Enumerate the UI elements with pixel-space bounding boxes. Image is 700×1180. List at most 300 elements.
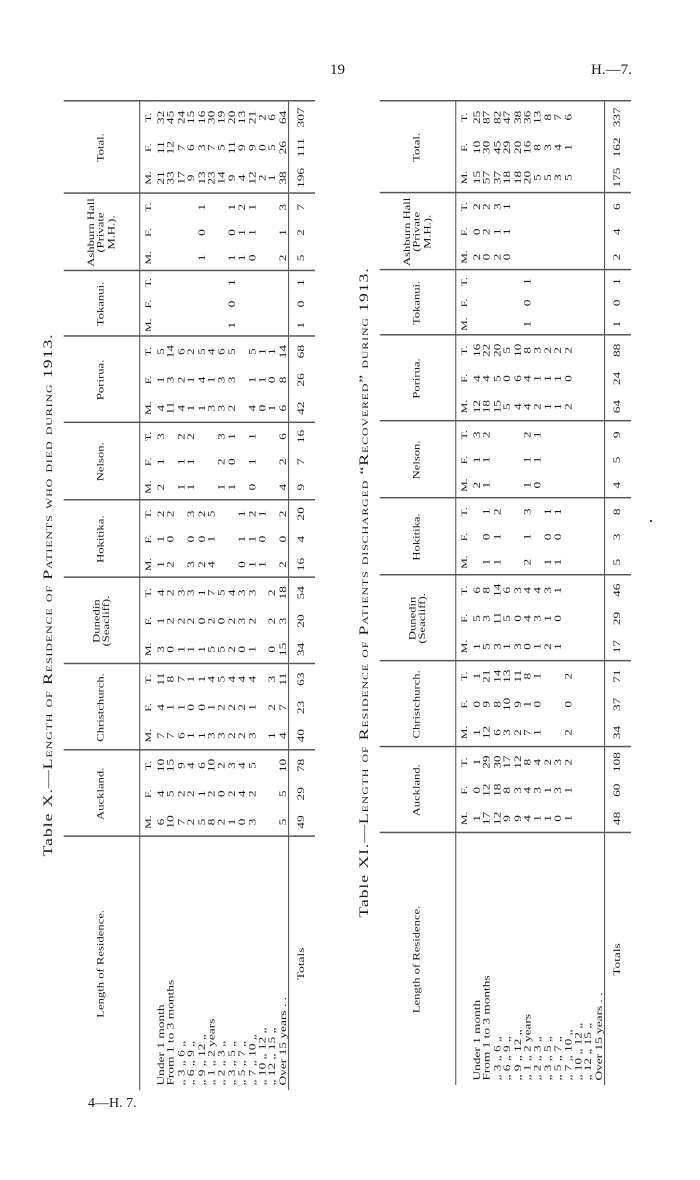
table-cell bbox=[564, 473, 574, 498]
table-cell: 1 bbox=[532, 456, 543, 464]
table-cell: 0 bbox=[195, 704, 207, 711]
table-cell: 7 bbox=[175, 144, 187, 152]
sub-header-label: M. bbox=[459, 555, 470, 569]
table-cell: 1 bbox=[246, 561, 258, 568]
sub-header-label: F. bbox=[459, 614, 470, 623]
table-cell: 4 bbox=[522, 403, 533, 410]
table-cell bbox=[197, 272, 207, 293]
table-cell: 2 bbox=[185, 617, 197, 625]
table-cell: 1 bbox=[491, 558, 503, 566]
table-cell: 1 bbox=[195, 203, 207, 211]
table-cell: 3 bbox=[206, 732, 217, 740]
table-cell: 4 bbox=[155, 589, 167, 597]
table-cell bbox=[584, 422, 594, 447]
table-cell bbox=[258, 195, 268, 220]
table-cell: 15 bbox=[165, 758, 177, 773]
table-cell bbox=[483, 271, 493, 292]
table-cell: 6 bbox=[266, 114, 278, 121]
table-cell: 1 bbox=[552, 403, 564, 410]
row-label: „ 2 „ 3 „ bbox=[216, 1040, 227, 1086]
sub-header-mft bbox=[140, 194, 157, 271]
table-cell: 1 bbox=[471, 758, 483, 766]
table-cell: 26 bbox=[276, 140, 288, 155]
total-value: 337 bbox=[611, 107, 623, 128]
table-cell: 4 bbox=[276, 483, 288, 491]
table-cell: 2 bbox=[165, 617, 177, 625]
table-cell: 1 bbox=[481, 558, 493, 566]
table-cell: 2 bbox=[256, 174, 268, 182]
table-cell: 1 bbox=[175, 646, 187, 653]
table-cell: 4 bbox=[471, 375, 483, 382]
table-cell bbox=[584, 662, 594, 690]
table-cell: 5 bbox=[491, 375, 503, 382]
sub-header-label: F. bbox=[143, 228, 154, 237]
table-cell bbox=[237, 272, 247, 293]
table-cell bbox=[258, 808, 268, 836]
data-column bbox=[472, 270, 604, 335]
column-header: Tokanui. bbox=[380, 270, 456, 335]
table-cell bbox=[543, 314, 553, 335]
table-cell: 2 bbox=[276, 561, 288, 568]
table-cell: 1 bbox=[226, 321, 238, 329]
table-cell: 1 bbox=[532, 431, 543, 439]
table-cell: 4 bbox=[532, 758, 543, 766]
sub-header-mft bbox=[140, 751, 157, 837]
table-cell: 18 bbox=[491, 783, 503, 797]
row-label: „ 3 „ 6 „ bbox=[491, 1036, 503, 1081]
table-cell bbox=[584, 633, 594, 661]
table-cell bbox=[268, 315, 278, 336]
table-cell bbox=[594, 473, 604, 498]
sub-header-label: T. bbox=[459, 277, 470, 287]
sub-header-label: F. bbox=[459, 532, 470, 542]
total-value: 71 bbox=[611, 669, 623, 683]
table-cell: 1 bbox=[226, 279, 238, 287]
table-xi-title-text: Length of Residence of Patients discharged “Recovered” during 1913. bbox=[356, 267, 372, 825]
table-cell: 4 bbox=[481, 375, 493, 382]
table-cell bbox=[493, 292, 503, 313]
totals-cell bbox=[605, 498, 631, 575]
table-cell: 1 bbox=[246, 433, 258, 440]
total-value: 162 bbox=[611, 137, 623, 158]
row-label: „ 6 „ 9 „ bbox=[501, 1036, 513, 1081]
column-header: Porirua. bbox=[64, 337, 140, 423]
table-cell: 10 bbox=[501, 697, 513, 712]
total-value: 64 bbox=[611, 399, 623, 414]
table-cell bbox=[156, 315, 166, 336]
table-cell: 1 bbox=[226, 203, 238, 211]
column-header: Length of Residence. bbox=[64, 837, 140, 1090]
sub-header-mft bbox=[456, 747, 473, 833]
row-label: „ 5 „ 7 „ bbox=[236, 1040, 248, 1086]
table-cell: 3 bbox=[532, 347, 543, 354]
total-value: 0 bbox=[611, 299, 623, 307]
table-cell: 2 bbox=[481, 228, 493, 236]
table-cell bbox=[237, 315, 247, 336]
table-cell bbox=[513, 194, 523, 219]
table-cell: 1 bbox=[246, 535, 258, 543]
row-label: „ 9 „ 12 „ bbox=[195, 1034, 207, 1086]
table-cell bbox=[207, 245, 217, 270]
sub-header-mft bbox=[140, 337, 157, 423]
table-cell: 6 bbox=[195, 762, 207, 769]
table-cell: 1 bbox=[522, 701, 533, 708]
table-cell: 0 bbox=[471, 228, 483, 236]
table-cell: 1 bbox=[155, 617, 167, 625]
table-cell: 14 bbox=[276, 344, 288, 359]
table-cell: 5 bbox=[532, 174, 543, 181]
table-cell: 1 bbox=[246, 646, 258, 653]
sub-header-mft bbox=[140, 423, 157, 500]
table-cell: 0 bbox=[266, 646, 278, 653]
table-cell bbox=[493, 271, 503, 292]
total-value: 49 bbox=[295, 815, 307, 829]
table-cell bbox=[584, 271, 594, 292]
table-cell: 3 bbox=[246, 818, 258, 826]
sub-header-mft bbox=[456, 575, 473, 661]
table-cell: 0 bbox=[471, 786, 483, 794]
sub-header-label: T. bbox=[143, 277, 154, 288]
table-cell bbox=[503, 473, 513, 498]
table-cell: 2 bbox=[226, 704, 238, 711]
table-cell: 5 bbox=[216, 589, 227, 597]
table-cell: 2 bbox=[481, 203, 493, 211]
table-cell bbox=[187, 293, 197, 314]
table-cell: 2 bbox=[236, 732, 248, 740]
table-cell: 2 bbox=[226, 646, 238, 653]
sub-header-label: F. bbox=[459, 455, 470, 465]
total-value: 6 bbox=[611, 203, 623, 211]
row-label: „ 12 „ 15 „ bbox=[266, 1027, 278, 1086]
table-cell: 7 bbox=[552, 113, 564, 121]
sub-header-label: F. bbox=[143, 375, 154, 385]
table-cell: 7 bbox=[522, 729, 533, 736]
table-cell: 0 bbox=[246, 254, 258, 262]
sub-header-mft bbox=[140, 500, 157, 577]
table-cell: 1 bbox=[471, 672, 483, 680]
table-cell: 15 bbox=[471, 170, 483, 185]
total-value: 54 bbox=[295, 586, 307, 600]
table-cell bbox=[574, 499, 584, 524]
table-cell bbox=[543, 292, 553, 313]
table-cell: 17 bbox=[481, 811, 493, 826]
table-cell: 2 bbox=[562, 729, 574, 736]
table-cell bbox=[584, 447, 594, 472]
row-label: „ 7 „ 10 „ bbox=[562, 1029, 574, 1081]
table-cell bbox=[594, 748, 604, 776]
table-cell bbox=[258, 220, 268, 245]
table-cell: 8 bbox=[491, 701, 503, 708]
table-cell: 24 bbox=[175, 110, 187, 125]
table-cell: 1 bbox=[226, 818, 238, 826]
table-cell: 2 bbox=[266, 617, 278, 625]
table-cell: 1 bbox=[542, 786, 554, 794]
totals-cell bbox=[605, 421, 631, 498]
table-cell: 2 bbox=[216, 458, 227, 466]
row-label: „ 3 „ 5 „ bbox=[226, 1040, 238, 1086]
table-cell bbox=[584, 292, 594, 313]
table-cell: 1 bbox=[532, 815, 543, 822]
table-cell: 0 bbox=[562, 375, 574, 382]
table-cell: 12 bbox=[491, 811, 503, 826]
table-cell bbox=[574, 219, 584, 244]
sub-header-mft bbox=[140, 578, 157, 664]
table-cell bbox=[217, 527, 227, 552]
sub-header-label: M. bbox=[459, 317, 470, 331]
table-cell: 4 bbox=[236, 762, 248, 769]
table-cell bbox=[594, 365, 604, 393]
table-cell bbox=[584, 365, 594, 393]
table-cell: 5 bbox=[562, 174, 574, 181]
table-cell: 4 bbox=[522, 815, 533, 822]
table-cell: 3 bbox=[155, 433, 167, 440]
table-cell bbox=[553, 314, 563, 335]
table-cell: 2 bbox=[195, 561, 207, 568]
total-value: 1 bbox=[611, 278, 623, 286]
table-cell: 16 bbox=[471, 343, 483, 358]
table-cell bbox=[472, 271, 482, 292]
data-column bbox=[472, 498, 604, 575]
table-cell: 22 bbox=[481, 343, 493, 358]
table-cell: 3 bbox=[236, 589, 248, 597]
sub-header-label: F. bbox=[143, 143, 154, 153]
table-cell: 2 bbox=[185, 433, 197, 440]
table-cell: 2 bbox=[175, 617, 187, 625]
table-cell bbox=[258, 449, 268, 474]
table-cell: 4 bbox=[552, 144, 564, 151]
table-cell: 0 bbox=[481, 253, 493, 261]
table-cell bbox=[187, 315, 197, 336]
row-label: „ 3 „ 5 „ bbox=[542, 1036, 554, 1081]
table-cell: 3 bbox=[226, 762, 238, 769]
table-cell: 1 bbox=[522, 278, 533, 286]
table-cell bbox=[258, 475, 268, 500]
page-footer: 4—H. 7. bbox=[88, 1096, 137, 1111]
table-cell: 1 bbox=[256, 376, 268, 384]
table-cell: 1 bbox=[562, 815, 574, 822]
sub-header-mft bbox=[456, 101, 473, 193]
table-cell: 3 bbox=[175, 589, 187, 597]
data-column bbox=[156, 751, 288, 837]
table-cell bbox=[584, 605, 594, 633]
table-cell bbox=[594, 163, 604, 193]
row-label: „ 10 „ 12 „ bbox=[572, 1022, 584, 1081]
table-cell: 5 bbox=[195, 348, 207, 355]
table-cell: 0 bbox=[195, 535, 207, 543]
table-cell: 8 bbox=[206, 818, 217, 826]
sub-header-mft bbox=[140, 102, 157, 194]
totals-cell bbox=[605, 193, 631, 270]
totals-cell bbox=[605, 101, 631, 193]
table-cell bbox=[574, 271, 584, 292]
table-cell: 1 bbox=[522, 320, 533, 328]
table-cell: 0 bbox=[236, 646, 248, 653]
table-cell bbox=[207, 315, 217, 336]
table-cell bbox=[574, 393, 584, 421]
table-cell: 0 bbox=[552, 615, 564, 622]
total-value: 1 bbox=[295, 321, 307, 329]
table-cell bbox=[493, 447, 503, 472]
table-cell: 5 bbox=[206, 646, 217, 653]
total-value: 20 bbox=[295, 614, 307, 628]
table-cell bbox=[574, 748, 584, 776]
table-cell bbox=[543, 194, 553, 219]
table-cell: 8 bbox=[276, 376, 288, 384]
table-cell: 30 bbox=[481, 140, 493, 155]
table-cell bbox=[523, 194, 533, 219]
sub-header-label: T. bbox=[459, 430, 470, 440]
total-value: 196 bbox=[295, 167, 307, 188]
table-cell: 1 bbox=[236, 229, 248, 236]
table-cell: 12 bbox=[511, 755, 523, 769]
table-cell: 1 bbox=[542, 558, 554, 566]
sub-header-label: T. bbox=[459, 585, 470, 595]
row-label: „ 6 „ 9 „ bbox=[185, 1040, 197, 1086]
table-cell: 3 bbox=[491, 643, 503, 650]
table-cell bbox=[553, 447, 563, 472]
table-cell: 1 bbox=[175, 704, 187, 711]
table-cell: 1 bbox=[552, 586, 564, 594]
table-cell bbox=[553, 473, 563, 498]
table-cell: 1 bbox=[471, 815, 483, 822]
table-cell: 3 bbox=[471, 431, 483, 439]
table-cell: 2 bbox=[175, 433, 187, 440]
table-cell: 64 bbox=[276, 110, 288, 125]
total-value: 9 bbox=[611, 431, 623, 439]
table-cell: 1 bbox=[246, 376, 258, 384]
table-x-title-prefix: Table X.— bbox=[40, 769, 56, 857]
table-cell: 0 bbox=[501, 375, 513, 382]
table-cell: 4 bbox=[276, 732, 288, 740]
table-cell bbox=[156, 272, 166, 293]
table-cell: 1 bbox=[471, 456, 483, 464]
totals-cell bbox=[289, 102, 315, 194]
table-cell: 0 bbox=[195, 229, 207, 236]
table-cell: 45 bbox=[165, 110, 177, 125]
table-cell bbox=[564, 525, 574, 550]
table-cell: 7 bbox=[206, 589, 217, 597]
table-cell bbox=[574, 776, 584, 804]
table-cell: 0 bbox=[216, 790, 227, 798]
sub-header-label: T. bbox=[143, 346, 154, 357]
table-cell: 0 bbox=[195, 617, 207, 625]
table-cell: 2 bbox=[266, 704, 278, 711]
table-cell: 6 bbox=[471, 586, 483, 594]
table-cell: 1 bbox=[226, 254, 238, 262]
total-value: 2 bbox=[295, 229, 307, 236]
table-cell bbox=[523, 219, 533, 244]
table-cell: 1 bbox=[501, 203, 513, 211]
table-cell bbox=[533, 292, 543, 313]
total-value: 48 bbox=[611, 811, 623, 826]
sub-header-label: M. bbox=[459, 250, 470, 264]
table-cell: 18 bbox=[501, 170, 513, 185]
row-label: „ 9 „ 12 „ bbox=[511, 1029, 523, 1081]
sub-header-label: F. bbox=[459, 785, 470, 795]
table-cell: 20 bbox=[511, 140, 523, 155]
table-cell: 0 bbox=[246, 483, 258, 491]
column-header: Length of Residence. bbox=[380, 833, 456, 1085]
table-cell: 3 bbox=[542, 144, 554, 151]
table-cell: 1 bbox=[175, 483, 187, 491]
table-cell: 3 bbox=[522, 508, 533, 516]
table-cell bbox=[584, 133, 594, 163]
table-cell: 4 bbox=[522, 615, 533, 622]
table-cell: 1 bbox=[246, 203, 258, 211]
total-value: 4 bbox=[295, 535, 307, 543]
table-cell bbox=[177, 293, 187, 314]
table-cell: 2 bbox=[175, 790, 187, 798]
row-labels bbox=[472, 833, 604, 1085]
column-header: Ashburn Hall (Private M.H.). bbox=[64, 194, 140, 271]
table-cell: 1 bbox=[236, 510, 248, 518]
table-cell: 1 bbox=[481, 508, 493, 516]
sub-header-label: F. bbox=[459, 227, 470, 237]
table-cell: 2 bbox=[266, 589, 278, 597]
table-cell: 2 bbox=[165, 510, 177, 518]
table-cell: 2 bbox=[491, 253, 503, 261]
table-cell bbox=[574, 163, 584, 193]
sub-header-mft bbox=[140, 271, 157, 337]
table-cell: 6 bbox=[185, 144, 197, 152]
table-cell bbox=[258, 245, 268, 270]
table-cell: 1 bbox=[155, 561, 167, 568]
table-cell: 11 bbox=[155, 141, 167, 155]
column-header: Christchurch. bbox=[380, 661, 456, 747]
table-cell: 1 bbox=[246, 704, 258, 711]
table-cell bbox=[564, 605, 574, 633]
table-cell: 30 bbox=[206, 110, 217, 125]
table-cell: 20 bbox=[491, 343, 503, 358]
table-cell bbox=[594, 576, 604, 604]
table-cell bbox=[543, 662, 553, 690]
table-cell bbox=[503, 499, 513, 524]
table-cell bbox=[574, 525, 584, 550]
total-value: 5 bbox=[295, 254, 307, 262]
table-cell: 4 bbox=[226, 589, 238, 597]
table-cell: 3 bbox=[552, 758, 564, 766]
table-cell: 3 bbox=[552, 174, 564, 181]
table-cell bbox=[258, 780, 268, 808]
table-cell: 9 bbox=[481, 701, 493, 708]
table-cell: 2 bbox=[256, 114, 268, 121]
table-cell: 1 bbox=[195, 675, 207, 683]
column-header: Dunedin (Seacliff). bbox=[64, 578, 140, 664]
table-cell: 18 bbox=[511, 170, 523, 185]
table-cell: 4 bbox=[185, 762, 197, 769]
table-cell bbox=[553, 245, 563, 270]
sub-header-label: F. bbox=[459, 374, 470, 383]
table-cell: 20 bbox=[522, 170, 533, 185]
row-label: Under 1 month bbox=[155, 1004, 167, 1086]
table-cell: 0 bbox=[471, 701, 483, 708]
table-cell: 1 bbox=[542, 508, 554, 516]
table-cell: 1 bbox=[185, 376, 197, 384]
table-cell: 1 bbox=[195, 404, 207, 412]
data-column bbox=[472, 747, 604, 833]
table-cell: 3 bbox=[236, 617, 248, 625]
table-cell: 2 bbox=[226, 404, 238, 412]
table-cell bbox=[574, 133, 584, 163]
table-cell bbox=[483, 292, 493, 313]
data-column bbox=[156, 664, 288, 750]
table-cell: 19 bbox=[216, 110, 227, 125]
table-cell bbox=[258, 293, 268, 314]
table-cell: 1 bbox=[542, 403, 554, 410]
table-cell: 0 bbox=[522, 299, 533, 307]
table-cell: 2 bbox=[155, 483, 167, 491]
table-cell: 1 bbox=[256, 561, 268, 568]
